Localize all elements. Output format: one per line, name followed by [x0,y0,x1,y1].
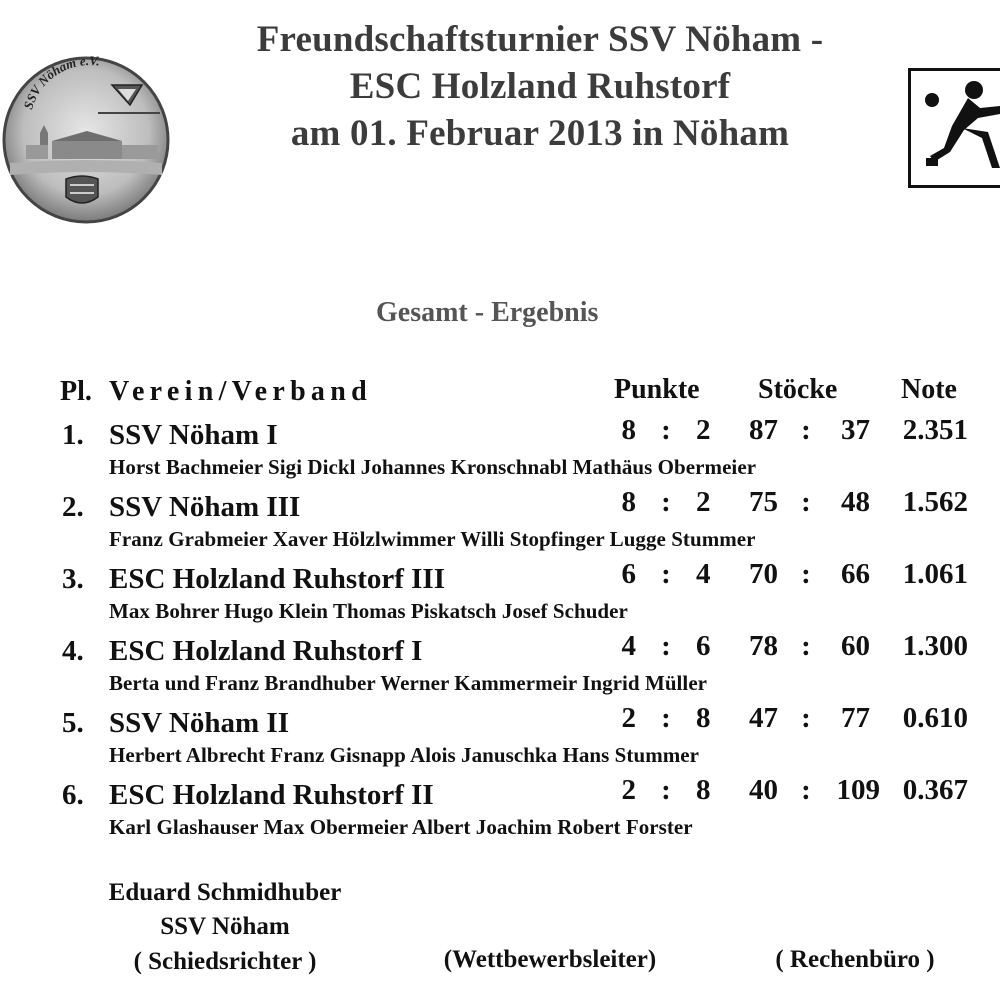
players: Horst Bachmeier Sigi Dickl Johannes Kronschnabl Mathäus Obermeier [109,455,757,479]
place: 4. [62,635,84,667]
sticks-for: 78 [749,630,778,662]
sticks-for: 87 [749,414,778,446]
points-separator: : [661,702,671,734]
place: 6. [62,779,84,811]
sticks-separator: : [801,702,811,734]
team-name: ESC Holzland Ruhstorf III [109,563,445,595]
points-separator: : [661,774,671,806]
sticks-against: 109 [836,774,880,806]
team-name: SSV Nöham II [109,707,289,739]
sticks-against: 37 [841,414,870,446]
results-subtitle: Gesamt - Ergebnis [376,297,599,328]
place: 5. [62,707,84,739]
points-against: 2 [696,414,711,446]
players: Berta und Franz Brandhuber Werner Kammermeir Ingrid Müller [109,671,708,695]
points-separator: : [661,558,671,590]
points-separator: : [661,414,671,446]
points-against: 2 [696,486,711,518]
referee-role: ( Schiedsrichter ) [133,948,317,975]
note-value: 0.367 [902,774,968,806]
title-line-3: am 01. Februar 2013 in Nöham [290,113,790,154]
director-role: (Wettbewerbsleiter) [443,946,657,973]
players: Franz Grabmeier Xaver Hölzlwimmer Willi Stopfinger Lugge Stummer [109,527,756,551]
sticks-against: 66 [841,558,870,590]
logo-text: SSV Nöham e.V. [20,55,101,112]
sticks-against: 77 [841,702,870,734]
referee-club: SSV Nöham [160,913,290,940]
header-points: Punkte [614,374,700,405]
points-for: 6 [621,558,636,590]
sticks-for: 75 [749,486,778,518]
sticks-for: 40 [749,774,778,806]
place: 3. [62,563,84,595]
points-for: 8 [621,414,636,446]
note-value: 1.562 [902,486,968,518]
points-for: 2 [621,774,636,806]
note-value: 2.351 [902,414,968,446]
team-name: ESC Holzland Ruhstorf II [109,779,434,811]
header-sticks: Stöcke [758,374,838,405]
sticks-separator: : [801,558,811,590]
note-value: 1.300 [902,630,968,662]
note-value: 1.061 [902,558,968,590]
sticks-separator: : [801,414,811,446]
club-seal-logo [0,55,172,225]
players: Karl Glashauser Max Obermeier Albert Joachim Robert Forster [109,815,693,839]
points-for: 8 [621,486,636,518]
header-note: Note [901,374,957,405]
place: 1. [62,419,84,451]
header-place: Pl. [60,376,92,407]
sticks-against: 48 [841,486,870,518]
header-club: Verein/Verband [109,376,372,407]
sticks-for: 47 [749,702,778,734]
place: 2. [62,491,84,523]
title-line-2: ESC Holzland Ruhstorf [349,66,731,107]
note-value: 0.610 [902,702,968,734]
title-line-1: Freundschaftsturnier SSV Nöham - [256,19,824,60]
sticks-separator: : [801,774,811,806]
sticks-for: 70 [749,558,778,590]
points-against: 6 [696,630,711,662]
points-separator: : [661,486,671,518]
team-name: SSV Nöham I [109,419,278,451]
ice-stock-sport-pictogram [908,68,1000,188]
points-against: 8 [696,774,711,806]
points-against: 4 [696,558,711,590]
team-name: ESC Holzland Ruhstorf I [109,635,423,667]
players: Herbert Albrecht Franz Gisnapp Alois Januschka Hans Stummer [109,743,700,767]
points-for: 2 [621,702,636,734]
players: Max Bohrer Hugo Klein Thomas Piskatsch Josef Schuder [109,599,628,623]
team-name: SSV Nöham III [109,491,301,523]
referee-name: Eduard Schmidhuber [108,879,342,906]
sticks-separator: : [801,630,811,662]
sticks-separator: : [801,486,811,518]
office-role: ( Rechenbüro ) [775,946,935,973]
points-separator: : [661,630,671,662]
points-for: 4 [621,630,636,662]
sticks-against: 60 [841,630,870,662]
points-against: 8 [696,702,711,734]
